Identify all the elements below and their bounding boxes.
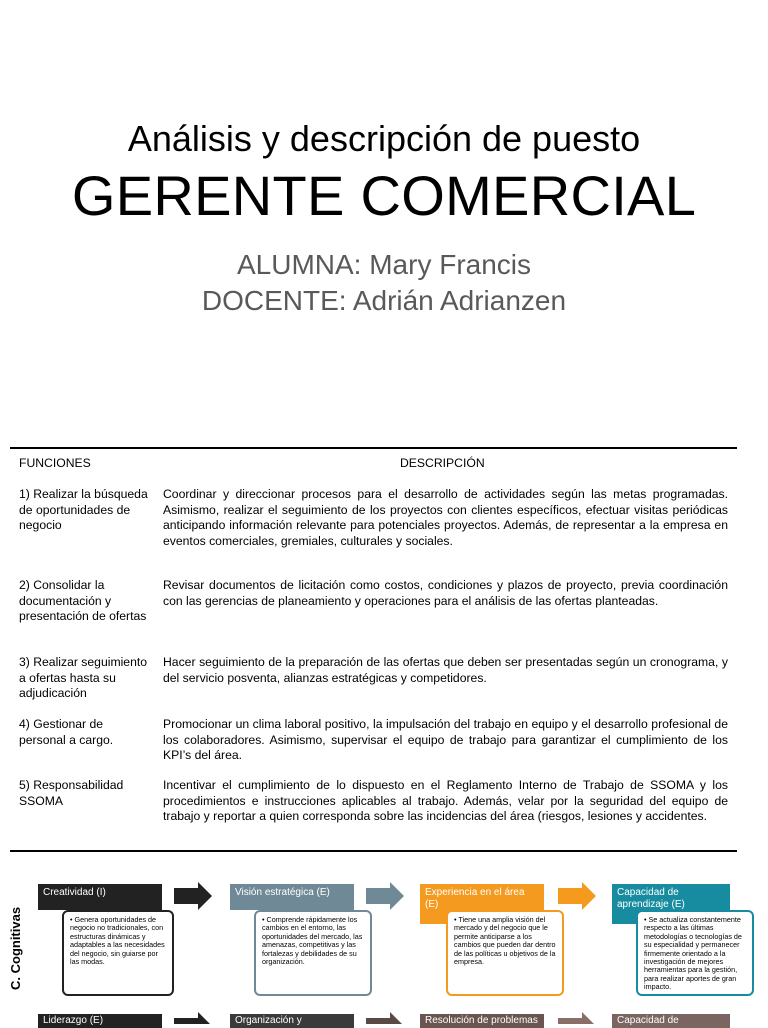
competency-title: Liderazgo (E)	[38, 1014, 162, 1028]
competency-title: Capacidad de	[612, 1014, 730, 1028]
competency-title: Organización y	[230, 1014, 354, 1028]
function-cell: 3) Realizar seguimiento a ofertas hasta su adjudicación	[19, 655, 148, 700]
student-name: ALUMNA: Mary Francis	[236, 249, 532, 280]
function-cell: 2) Consolidar la documentación y presentación de ofertas	[19, 578, 147, 623]
flow-arrow-head	[582, 882, 596, 910]
competency-description: • Comprende rápidamente los cambios en el entorno, las oportunidades del mercado, las amenazas, competitivas y las fortalezas y debilidades de su organización.	[254, 910, 372, 996]
flow-arrow	[174, 1018, 198, 1024]
flow-arrow	[366, 1018, 390, 1024]
page-title: GERENTE COMERCIAL	[71, 164, 697, 227]
competency-title: Visión estratégica (E)	[230, 884, 354, 910]
competency-title: Resolución de problemas	[420, 1014, 544, 1028]
competency-title: Capacidad de aprendizaje (E)	[612, 884, 730, 924]
flow-arrow-head	[198, 1012, 210, 1024]
header-funciones: FUNCIONES	[19, 456, 91, 470]
flow-arrow-head	[390, 882, 404, 910]
subtitle: Análisis y descripción de puesto	[127, 118, 641, 159]
flow-arrow	[174, 888, 198, 904]
teacher-name: DOCENTE: Adrián Adrianzen	[201, 285, 567, 316]
competency-group-label: C. Cognitivas	[8, 906, 23, 990]
description-cell: Hacer seguimiento de la preparación de las ofertas que deben ser presentadas según un cronograma, y del servicio posventa, alianzas estratégicas y competidores.	[163, 655, 728, 685]
flow-arrow	[558, 888, 582, 904]
competency-title: Creatividad (I)	[38, 884, 162, 910]
flow-arrow	[558, 1018, 582, 1024]
flow-arrow-head	[198, 882, 212, 910]
table-top-rule	[10, 447, 737, 449]
function-cell: 5) Responsabilidad SSOMA	[19, 778, 124, 808]
description-cell: Coordinar y direccionar procesos para el desarrollo de actividades según las metas programadas. Asimismo, realizar el seguimiento de los proyectos con clientes específicos, efectuar visitas periódicas anticipando información relevante para potenciales proyectos. Además, de representar a la empresa en eventos comerciales, gremiales, culturales y sociales.	[163, 487, 728, 548]
description-cell: Incentivar el cumplimiento de lo dispuesto en el Reglamento Interno de Trabajo de SSOMA y los procedimientos e instrucciones aplicables al trabajo. Además, velar por la seguridad del equipo de trabajo y reportar a quien corresponda sobre las incidencias del área (riesgos, lesiones y accidentes.	[163, 778, 728, 823]
flow-arrow-head	[390, 1012, 402, 1024]
table-bottom-rule	[10, 850, 737, 852]
function-cell: 4) Gestionar de personal a cargo.	[19, 717, 114, 747]
competency-description: • Se actualiza constantemente respecto a las últimas metodologías o tecnologías de su especialidad y permanecer firmemente orientado a la investigación de mejores herramientas para la gestión, para realizar aportes de gran impacto.	[636, 910, 754, 996]
competency-description: • Tiene una amplia visión del mercado y del negocio que le permite anticiparse a los cambios que pueden dar dentro de las políticas u objetivos de la empresa.	[446, 910, 564, 996]
function-cell: 1) Realizar la búsqueda de oportunidades de negocio	[19, 487, 148, 532]
flow-arrow-head	[582, 1012, 594, 1024]
description-cell: Revisar documentos de licitación como costos, condiciones y plazos de proyecto, previa coordinación con las gerencias de planeamiento y operaciones para el análisis de las ofertas planteadas.	[163, 578, 728, 608]
competency-description: • Genera oportunidades de negocio no tradicionales, con estructuras dinámicas y adaptables a las necesidades del negocio, sin guiarse por las modas.	[62, 910, 174, 996]
flow-arrow	[366, 888, 390, 904]
header-descripcion: DESCRIPCIÓN	[400, 456, 485, 470]
competency-title: Experiencia en el área (E)	[420, 884, 544, 924]
description-cell: Promocionar un clima laboral positivo, la impulsación del trabajo en equipo y el desarrollo profesional de los colaboradores. Asimismo, supervisar el equipo de trabajo para garantizar el cumplimiento de los KPI’s del área.	[163, 717, 728, 762]
